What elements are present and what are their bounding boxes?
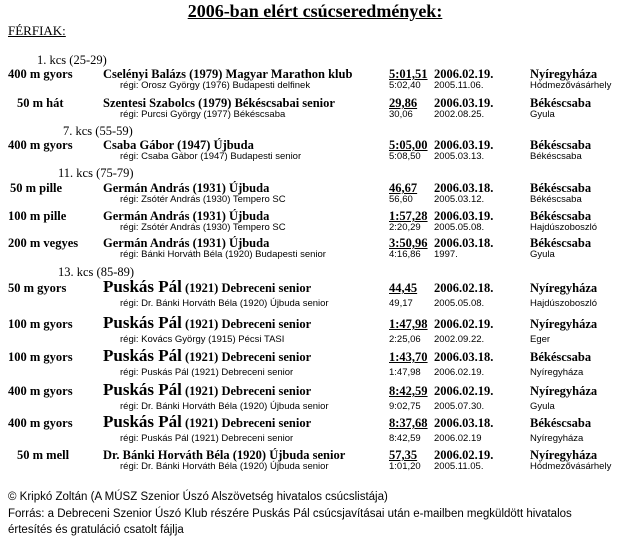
previous-city: Hódmezővásárhely: [530, 80, 612, 91]
record-result: 8:42,59: [389, 384, 428, 398]
record-result: 3:50,96: [389, 236, 428, 250]
previous-result: 30,06: [389, 109, 413, 120]
previous-city: Nyíregyháza: [530, 433, 584, 444]
previous-result: 2:20,29: [389, 222, 421, 233]
previous-city: Nyíregyháza: [530, 367, 584, 378]
record-event: 50 m mell: [17, 448, 70, 462]
previous-result: 5:08,50: [389, 151, 421, 162]
previous-date: 2005.11.06.: [434, 80, 484, 91]
record-city: Békéscsaba: [530, 138, 592, 152]
record-date: 2006.03.18.: [434, 236, 494, 250]
previous-date: 2002.08.25.: [434, 109, 485, 120]
previous-result: 9:02,75: [389, 401, 421, 412]
previous-record: régi: Dr. Bánki Horváth Béla (1920) Újbuda senior: [120, 461, 329, 472]
record-holder-name: Puskás Pál: [103, 412, 182, 431]
previous-date: 2005.07.30.: [434, 401, 485, 412]
previous-result: 56,60: [389, 194, 413, 205]
previous-date: 2002.09.22.: [434, 334, 485, 345]
record-holder-name: Puskás Pál: [103, 277, 182, 296]
previous-result: 49,17: [389, 298, 413, 309]
record-holder: Szentesi Szabolcs (1979) Békéscsabai senior: [103, 96, 335, 110]
previous-date: 1997.: [434, 249, 458, 260]
previous-city: Hajdúszoboszló: [530, 222, 598, 233]
record-holder-club: (1921) Debreceni senior: [181, 384, 312, 398]
previous-date: 2005.03.12.: [434, 194, 485, 205]
record-result: 1:47,98: [389, 317, 428, 331]
record-result: 44,45: [389, 281, 418, 295]
previous-record: régi: Purcsi György (1977) Békéscsaba: [120, 109, 286, 120]
previous-date: 2005.05.08.: [434, 298, 485, 309]
previous-record: régi: Puskás Pál (1921) Debreceni senior: [120, 433, 294, 444]
previous-city: Gyula: [530, 249, 555, 260]
record-result: 46,67: [389, 181, 418, 195]
record-city: Nyíregyháza: [530, 67, 598, 81]
record-date: 2006.02.18.: [434, 281, 494, 295]
record-holder-club: (1921) Debreceni senior: [181, 317, 312, 331]
age-group-heading: 1. kcs (25-29): [37, 53, 107, 67]
previous-result: 8:42,59: [389, 433, 421, 444]
previous-city: Hajdúszoboszló: [530, 298, 598, 309]
previous-result: 1:47,98: [389, 367, 421, 378]
previous-city: Békéscsaba: [530, 194, 582, 205]
previous-record: régi: Bánki Horváth Béla (1920) Budapesti senior: [120, 249, 326, 260]
age-group-heading: 11. kcs (75-79): [58, 166, 134, 180]
record-event: 200 m vegyes: [8, 236, 79, 250]
record-holder-name: Puskás Pál: [103, 313, 182, 332]
record-holder-name: Puskás Pál: [103, 380, 182, 399]
record-date: 2006.02.19.: [434, 448, 494, 462]
record-city: Békéscsaba: [530, 209, 592, 223]
record-result: 1:43,70: [389, 350, 428, 364]
page-title: 2006-ban elért csúcseredmények:: [187, 1, 443, 21]
previous-record: régi: Dr. Bánki Horváth Béla (1920) Újbuda senior: [120, 298, 329, 309]
record-holder: [103, 346, 311, 366]
record-holder-club: (1921) Debreceni senior: [181, 350, 312, 364]
previous-date: 2006.02.19: [434, 433, 482, 444]
record-city: Nyíregyháza: [530, 448, 598, 462]
record-holder-club: (1921) Debreceni senior: [181, 281, 312, 295]
record-holder: [103, 412, 311, 432]
record-date: 2006.03.18.: [434, 181, 494, 195]
previous-result: 2:25,06: [389, 334, 421, 345]
record-event: 50 m gyors: [8, 281, 67, 295]
record-result: 8:37,68: [389, 416, 428, 430]
record-city: Nyíregyháza: [530, 281, 598, 295]
record-event: 50 m hát: [17, 96, 64, 110]
record-result: 29,86: [389, 96, 418, 110]
previous-city: Gyula: [530, 109, 555, 120]
record-event: 100 m gyors: [8, 317, 73, 331]
record-event: 100 m gyors: [8, 350, 73, 364]
previous-date: 2005.05.08.: [434, 222, 485, 233]
record-event: 400 m gyors: [8, 138, 73, 152]
record-event: 50 m pille: [10, 181, 63, 195]
record-city: Békéscsaba: [530, 236, 592, 250]
previous-city: Hódmezővásárhely: [530, 461, 612, 472]
previous-record: régi: Csaba Gábor (1947) Budapesti senior: [120, 151, 302, 162]
record-result: 5:01,51: [389, 67, 428, 81]
record-event: 100 m pille: [8, 209, 67, 223]
source-line-continued: értesítés és gratuláció csatolt fájlja: [8, 524, 184, 536]
previous-record: régi: Dr. Bánki Horváth Béla (1920) Újbuda senior: [120, 401, 329, 412]
record-holder: Dr. Bánki Horváth Béla (1920) Újbuda senior: [103, 448, 346, 462]
previous-result: 4:16,86: [389, 249, 421, 260]
record-city: Nyíregyháza: [530, 384, 598, 398]
record-holder-club: (1921) Debreceni senior: [181, 416, 312, 430]
record-holder: Germán András (1931) Újbuda: [103, 181, 270, 195]
record-holder-name: Puskás Pál: [103, 346, 182, 365]
previous-record: régi: Puskás Pál (1921) Debreceni senior: [120, 367, 294, 378]
record-holder: Germán András (1931) Újbuda: [103, 236, 270, 250]
copyright-line: © Kripkó Zoltán (A MÚSZ Szenior Úszó Alszövetség hivatalos csúcslistája): [8, 491, 388, 503]
age-group-heading: 13. kcs (85-89): [58, 265, 135, 279]
section-heading: FÉRFIAK:: [8, 23, 66, 38]
previous-record: régi: Kovács György (1915) Pécsi TASI: [120, 334, 285, 345]
record-event: 400 m gyors: [8, 67, 73, 81]
previous-result: 5:02,40: [389, 80, 421, 91]
record-date: 2006.02.19.: [434, 67, 494, 81]
record-holder: [103, 313, 311, 333]
source-line: Forrás: a Debreceni Szenior Úszó Klub részére Puskás Pál csúcsjavításai után e-mailben megküldött hivatalos: [8, 508, 572, 520]
record-holder: Csaba Gábor (1947) Újbuda: [103, 138, 254, 152]
record-event: 400 m gyors: [8, 416, 73, 430]
record-date: 2006.03.19.: [434, 96, 494, 110]
previous-city: Gyula: [530, 401, 555, 412]
age-group-heading: 7. kcs (55-59): [63, 124, 133, 138]
record-event: 400 m gyors: [8, 384, 73, 398]
record-holder: [103, 380, 311, 400]
record-result: 1:57,28: [389, 209, 428, 223]
record-holder: Cselényi Balázs (1979) Magyar Marathon klub: [103, 67, 353, 81]
previous-city: Eger: [530, 334, 551, 345]
previous-result: 1:01,20: [389, 461, 421, 472]
record-result: 57,35: [389, 448, 418, 462]
record-date: 2006.02.19.: [434, 384, 494, 398]
previous-city: Békéscsaba: [530, 151, 582, 162]
record-date: 2006.03.19.: [434, 209, 494, 223]
record-result: 5:05,00: [389, 138, 428, 152]
record-holder: [103, 277, 311, 297]
previous-date: 2005.03.13.: [434, 151, 485, 162]
record-city: Békéscsaba: [530, 416, 592, 430]
record-date: 2006.03.18.: [434, 416, 494, 430]
previous-record: régi: Zsótér András (1930) Tempero SC: [120, 222, 286, 233]
previous-date: 2006.02.19.: [434, 367, 485, 378]
previous-record: régi: Orosz György (1976) Budapesti delfinek: [120, 80, 311, 91]
previous-record: régi: Zsótér András (1930) Tempero SC: [120, 194, 286, 205]
record-date: 2006.03.19.: [434, 138, 494, 152]
record-city: Békéscsaba: [530, 181, 592, 195]
record-date: 2006.02.19.: [434, 317, 494, 331]
previous-date: 2005.11.05.: [434, 461, 484, 472]
record-date: 2006.03.18.: [434, 350, 494, 364]
record-holder: Germán András (1931) Újbuda: [103, 209, 270, 223]
record-city: Nyíregyháza: [530, 317, 598, 331]
record-city: Békéscsaba: [530, 350, 592, 364]
record-city: Békéscsaba: [530, 96, 592, 110]
